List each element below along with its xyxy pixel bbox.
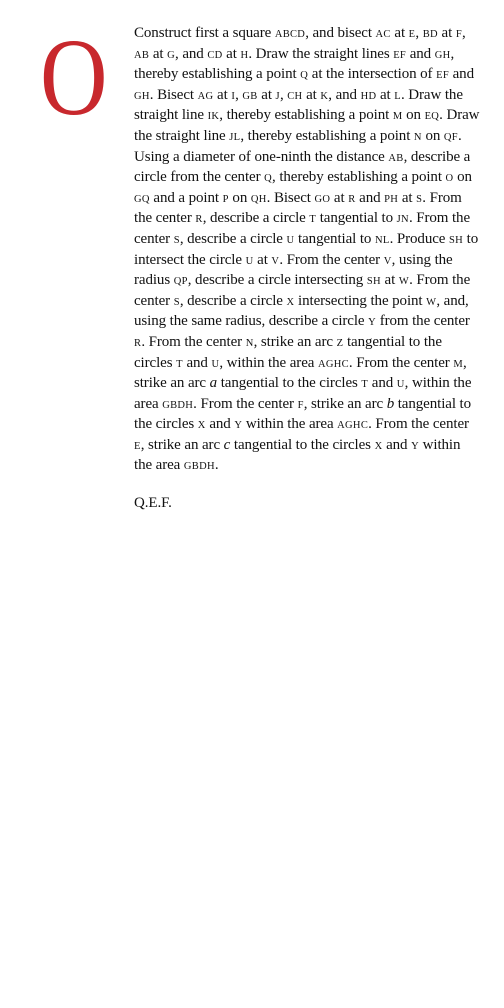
point-label: PH xyxy=(384,193,399,205)
point-label: GO xyxy=(314,193,331,205)
text-run: . Bisect xyxy=(266,189,315,206)
text-run: , strike an arc xyxy=(140,436,224,453)
point-label: Z xyxy=(336,337,344,349)
text-run: , describe a circle intersecting xyxy=(187,272,367,289)
point-label: M xyxy=(392,111,403,123)
point-label: P xyxy=(222,193,229,205)
point-label: H xyxy=(240,49,249,61)
point-label: NL xyxy=(374,234,390,246)
text-run: at xyxy=(257,86,276,103)
point-label: AB xyxy=(134,49,150,61)
text-run: at xyxy=(380,272,399,289)
text-run: and a point xyxy=(149,189,223,206)
text-run: and xyxy=(382,436,412,453)
point-label: U xyxy=(396,379,405,391)
point-label: X xyxy=(197,420,206,432)
point-label: SH xyxy=(366,276,381,288)
text-run: and xyxy=(182,354,212,371)
text-run: . Produce xyxy=(389,230,449,247)
text-run: , xyxy=(235,86,243,103)
text-run: . Using a diameter of one-ninth the distance xyxy=(134,127,462,165)
text-run: on xyxy=(402,107,425,124)
point-label: QP xyxy=(173,276,188,288)
text-run: , strike an arc xyxy=(253,333,337,350)
text-run: at xyxy=(253,251,272,268)
point-label: GBDH xyxy=(183,461,215,473)
point-label: GQ xyxy=(134,193,150,205)
text-run: from the center xyxy=(376,313,470,330)
text-run: tangential to the circles xyxy=(217,375,362,392)
text-run: , using the radius xyxy=(134,251,453,289)
point-label: ABCD xyxy=(274,29,306,40)
point-label: QH xyxy=(250,193,267,205)
text-run: . From the center xyxy=(141,333,246,350)
point-label: AGHC xyxy=(337,420,369,432)
text-run: tangential to xyxy=(294,230,375,247)
text-run: within the area xyxy=(134,436,461,474)
point-label: GBDH xyxy=(162,399,194,411)
point-label: T xyxy=(309,214,317,226)
point-label: Y xyxy=(411,440,420,452)
text-run: , within the area xyxy=(219,354,318,371)
point-label: X xyxy=(286,296,295,308)
text-run: , describe a circle xyxy=(179,292,287,309)
point-label: AG xyxy=(197,90,214,102)
text-run: tangential to the circles xyxy=(134,333,442,371)
text-run: at xyxy=(302,86,321,103)
point-label: L xyxy=(394,90,401,102)
text-run: on xyxy=(421,127,444,144)
point-label: N xyxy=(413,131,422,143)
point-label: U xyxy=(286,234,295,246)
point-label: QF xyxy=(443,131,458,143)
text-run: . From the center xyxy=(134,189,462,227)
point-label: CD xyxy=(207,49,223,61)
point-label: K xyxy=(320,90,329,102)
text-run: , and, using the same radius, describe a circle xyxy=(134,292,469,330)
text-run: . Draw the straight line xyxy=(134,107,480,144)
text-run: . From the center xyxy=(368,416,469,433)
point-label: J xyxy=(275,90,280,102)
point-label: Y xyxy=(234,420,243,432)
point-label: E xyxy=(408,29,416,40)
point-label: EQ xyxy=(424,111,440,123)
point-label: Y xyxy=(368,317,377,329)
text-run: at xyxy=(398,189,417,206)
text-run: , describe a circle from the center xyxy=(134,148,471,186)
text-run: at xyxy=(213,86,232,103)
text-run: and xyxy=(368,375,397,392)
text-run: at xyxy=(330,189,349,206)
arc-label: c xyxy=(223,436,231,453)
text-run: Construct first a square xyxy=(134,25,275,41)
text-run: at xyxy=(222,45,241,62)
point-label: R xyxy=(134,337,142,349)
point-label: R xyxy=(195,214,203,226)
point-label: O xyxy=(445,173,454,185)
point-label: JL xyxy=(229,131,241,143)
text-run: tangential to the circles xyxy=(134,395,472,433)
point-label: GH xyxy=(434,49,451,61)
point-label: U xyxy=(245,255,254,267)
point-label: T xyxy=(176,358,183,370)
point-label: HD xyxy=(360,90,377,102)
point-label: X xyxy=(374,440,383,452)
text-run: at xyxy=(390,25,409,41)
text-run: . From the center xyxy=(348,354,454,371)
text-run: , thereby establishing a point xyxy=(134,45,455,83)
point-label: F xyxy=(297,399,304,411)
point-label: EF xyxy=(393,49,407,61)
text-run: and xyxy=(205,416,235,433)
text-run: , and bisect xyxy=(305,25,376,41)
text-run: , thereby establishing a point xyxy=(272,169,446,186)
text-run: and xyxy=(448,66,474,83)
point-label: Q xyxy=(264,173,273,185)
point-label: S xyxy=(416,193,423,205)
text-run: , xyxy=(415,25,423,41)
text-run: , thereby establishing a point xyxy=(219,107,393,124)
text-run: , describe a circle xyxy=(202,210,310,227)
point-label: GB xyxy=(242,90,258,102)
point-label: BD xyxy=(422,29,438,40)
text-run: tangential to xyxy=(316,210,397,227)
text-run: , strike an arc xyxy=(303,395,387,412)
text-run: at xyxy=(376,86,395,103)
point-label: EF xyxy=(436,70,449,82)
point-label: AGHC xyxy=(317,358,349,370)
point-label: U xyxy=(211,358,220,370)
point-label: SH xyxy=(448,234,464,246)
text-run: to intersect the circle xyxy=(134,230,479,268)
text-run: and xyxy=(355,189,385,206)
text-run: within the area xyxy=(242,416,338,433)
text-run: tangential to the circles xyxy=(230,436,375,453)
arc-label: a xyxy=(209,375,218,392)
point-label: GH xyxy=(134,90,150,102)
construction-paragraph xyxy=(134,24,482,477)
point-label: S xyxy=(173,296,180,308)
point-label: JN xyxy=(396,214,409,226)
point-label: W xyxy=(398,276,410,288)
text-run: on xyxy=(453,169,472,186)
point-label: CH xyxy=(287,90,303,102)
point-label: I xyxy=(231,90,236,102)
drop-cap-initial: O xyxy=(40,16,108,138)
point-label: Q xyxy=(300,70,309,82)
text-run: . Bisect xyxy=(149,86,198,103)
text-run: , describe a circle xyxy=(179,230,287,247)
text-run: at xyxy=(437,25,456,41)
point-label: E xyxy=(134,440,141,452)
point-label: W xyxy=(426,296,437,308)
text-run: , and xyxy=(328,86,361,103)
arc-label: b xyxy=(386,395,395,412)
text-run: . xyxy=(214,457,219,474)
point-label: IK xyxy=(207,111,220,123)
point-label: AC xyxy=(375,29,391,40)
text-run: . Draw the straight line xyxy=(134,86,463,124)
text-run: at xyxy=(149,45,168,62)
text-run: , and xyxy=(175,45,208,62)
point-label: M xyxy=(453,358,463,370)
text-run: intersecting the point xyxy=(294,292,427,309)
point-label: AB xyxy=(388,152,404,164)
text-run: . From the center xyxy=(134,210,471,247)
text-run: . From the center xyxy=(134,272,471,309)
text-run: and xyxy=(406,45,435,62)
text-run: , thereby establishing a point xyxy=(240,127,414,144)
text-run: on xyxy=(228,189,251,206)
text-run: , within the area xyxy=(134,375,472,412)
point-label: N xyxy=(245,337,254,349)
point-label: V xyxy=(271,255,280,267)
point-label: G xyxy=(167,49,176,61)
text-run: , xyxy=(279,86,288,103)
point-label: R xyxy=(348,193,356,205)
text-run: , xyxy=(461,25,466,41)
point-label: V xyxy=(383,255,392,267)
text-run: at the intersection of xyxy=(308,66,437,83)
text-run: . Draw the straight lines xyxy=(248,45,394,62)
closing-qef: Q.E.F. xyxy=(134,495,172,512)
point-label: F xyxy=(455,29,462,40)
construction-text xyxy=(134,24,482,514)
text-run: , strike an arc xyxy=(134,354,467,392)
point-label: S xyxy=(173,234,180,246)
text-run: . From the center xyxy=(279,251,384,268)
point-label: T xyxy=(361,379,369,391)
text-run: . From the center xyxy=(193,395,298,412)
